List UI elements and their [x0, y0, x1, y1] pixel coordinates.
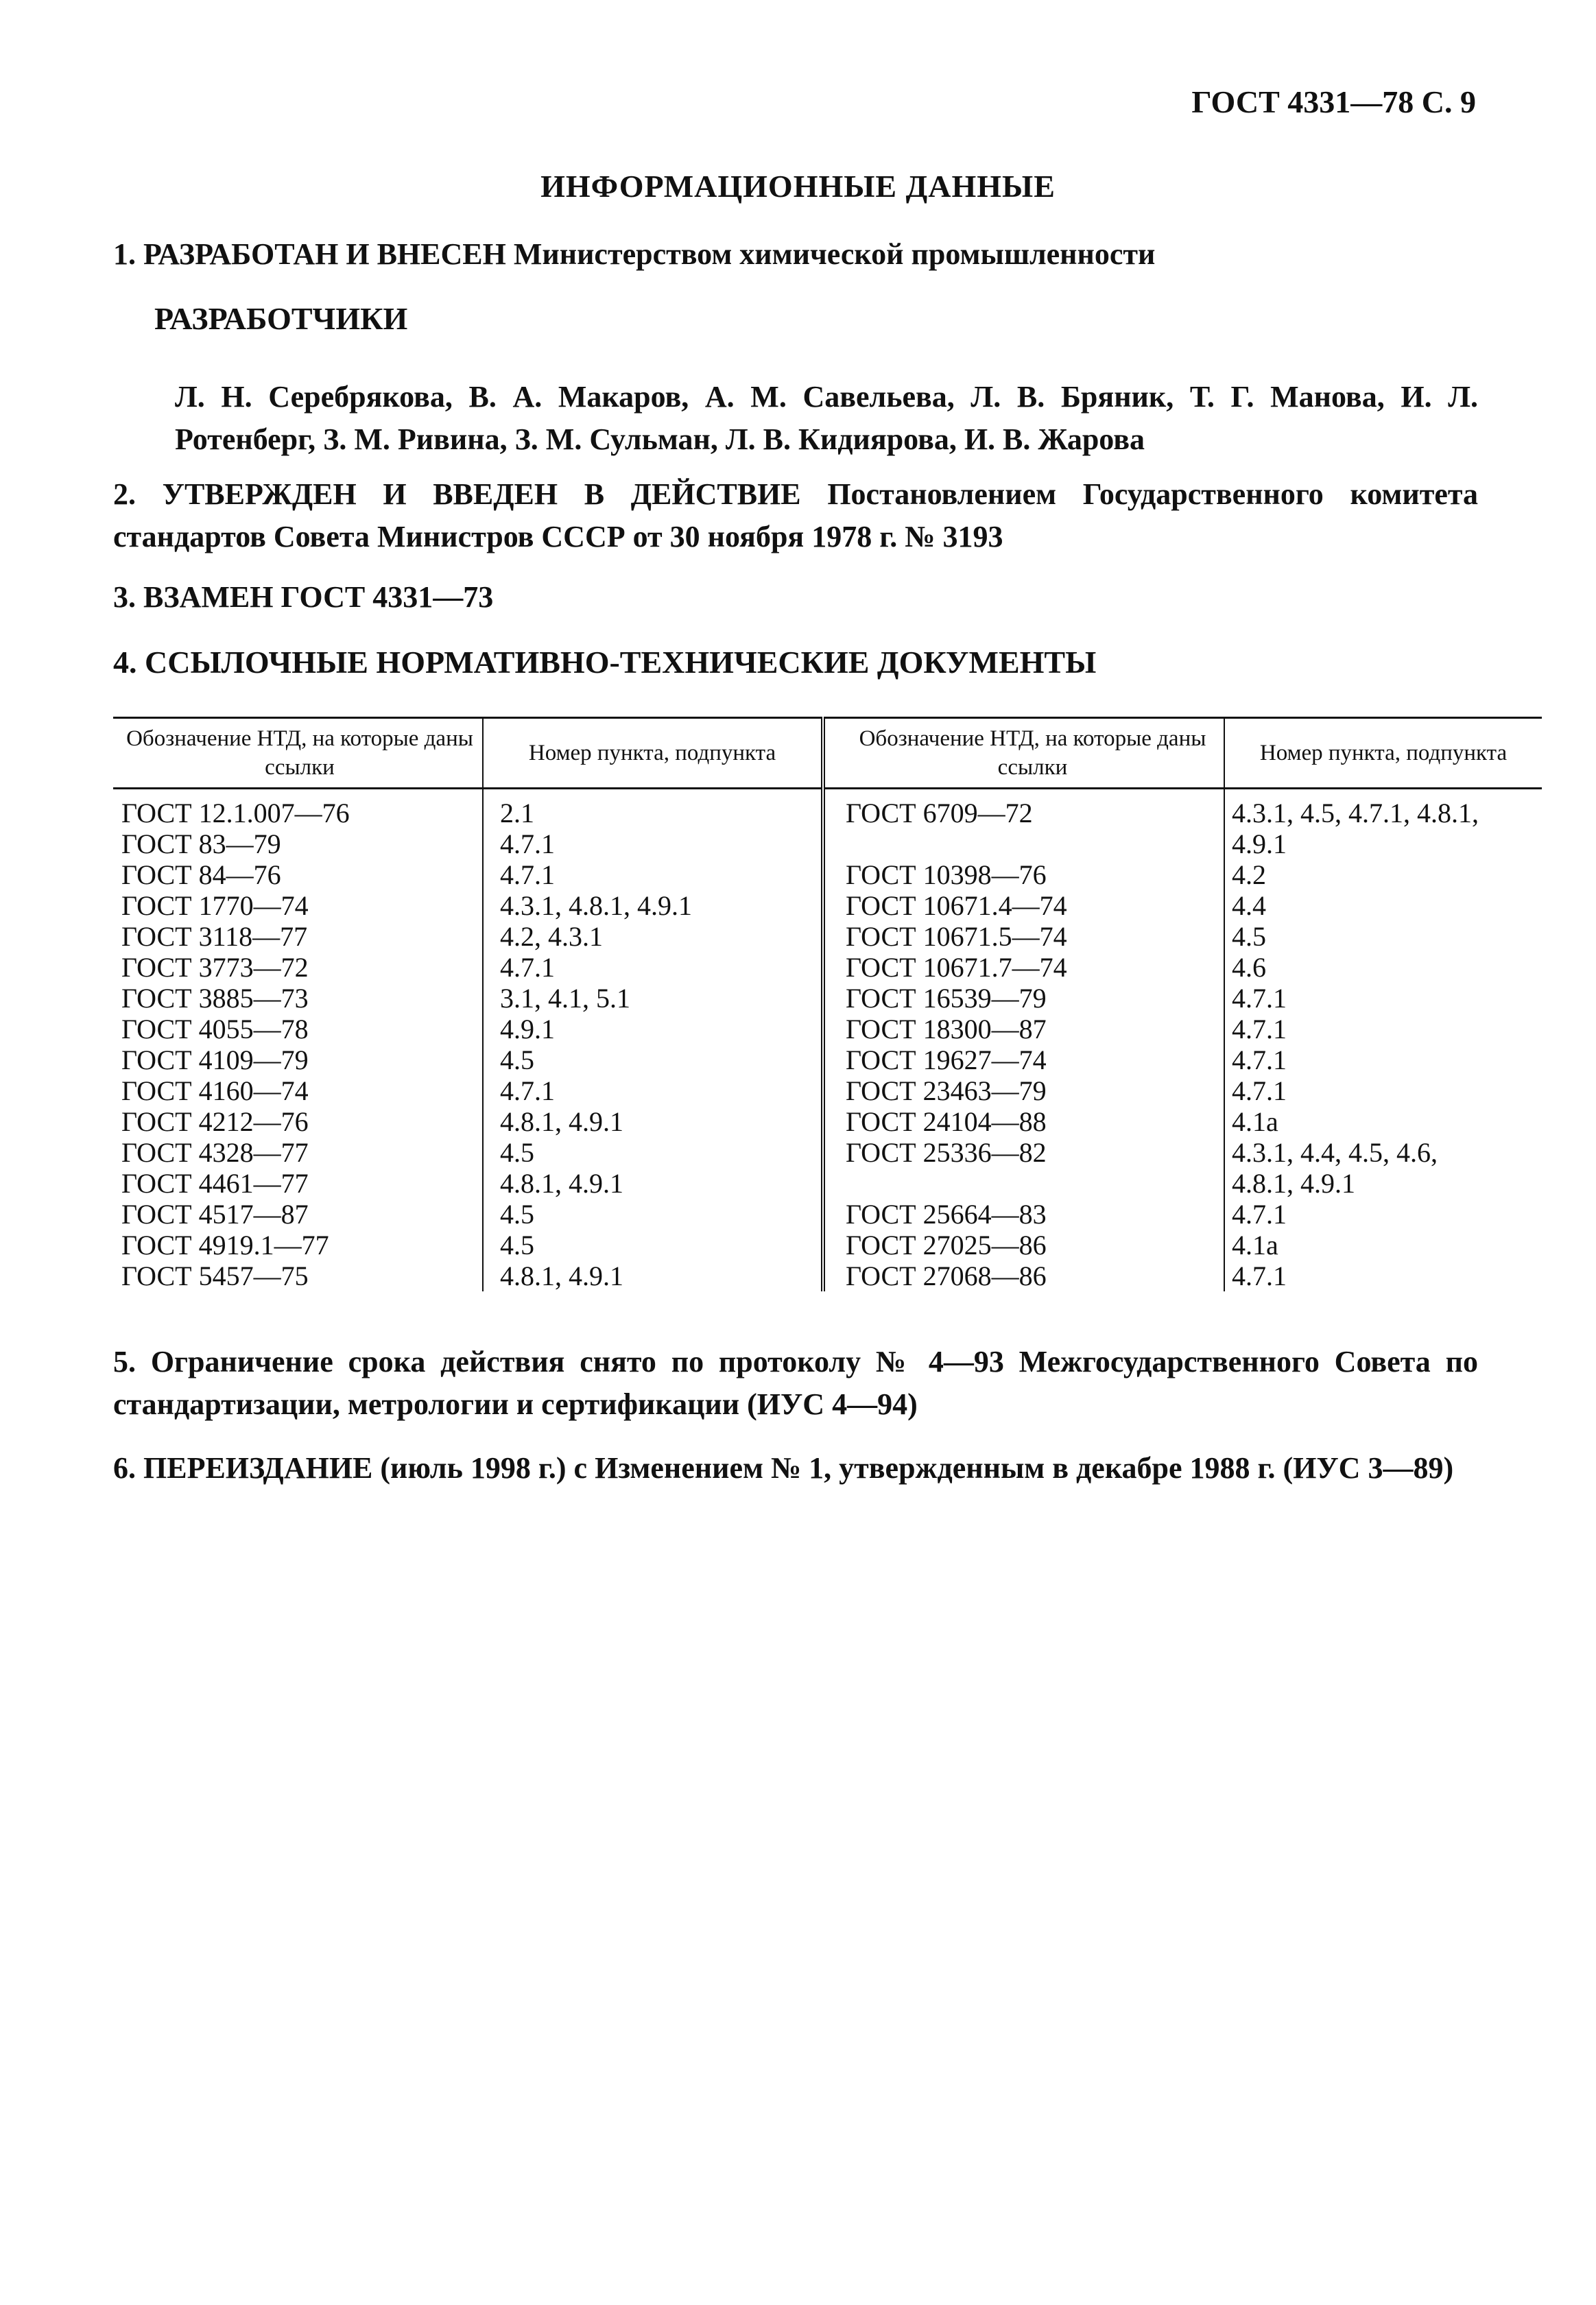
ntd-cell: ГОСТ 4328—77: [121, 1137, 309, 1168]
ntd-cell: ГОСТ 10671.5—74: [823, 921, 1224, 952]
clause-cell: 3.1, 4.1, 5.1: [483, 983, 823, 1014]
ntd-cell: ГОСТ 10671.4—74: [823, 890, 1224, 921]
ntd-cell: [823, 828, 1224, 859]
table-row: [113, 828, 1542, 859]
table-row: [113, 859, 1542, 890]
clause-cell: 4.7.1: [1224, 1044, 1542, 1075]
clause-cell: 4.8.1, 4.9.1: [1224, 1168, 1542, 1199]
clause-cell: 4.1а: [1224, 1230, 1542, 1261]
ntd-cell: ГОСТ 23463—79: [823, 1075, 1224, 1106]
clause-cell: 4.7.1: [1224, 1199, 1542, 1230]
item-1: [113, 233, 1478, 276]
table-row: [113, 1106, 1542, 1137]
clause-cell: 4.7.1: [1224, 1261, 1542, 1291]
column-header-clause-1: Номер пункта, подпункта: [483, 718, 823, 789]
table-row: [113, 1199, 1542, 1230]
clause-cell: 4.5: [483, 1199, 823, 1230]
clause-cell: 4.3.1, 4.8.1, 4.9.1: [483, 890, 823, 921]
table-row: [113, 952, 1542, 983]
table-row: [113, 1137, 1542, 1168]
item-6: 6. ПЕРЕИЗДАНИЕ (июль 1998 г.) с Изменением № 1, утвержденным в декабре 1988 г. (ИУС 3—89): [113, 1451, 1454, 1485]
ntd-cell: ГОСТ 84—76: [121, 859, 281, 890]
clause-cell: 4.9.1: [483, 1014, 823, 1044]
ntd-cell: ГОСТ 4055—78: [121, 1014, 309, 1044]
item-1-text: Министерством химической промышленности: [505, 237, 1156, 271]
clause-cell: 4.7.1: [1224, 1014, 1542, 1044]
clause-cell: 4.5: [483, 1137, 823, 1168]
ntd-cell: ГОСТ 16539—79: [823, 983, 1224, 1014]
clause-cell: 4.4: [1224, 890, 1542, 921]
clause-cell: 4.3.1, 4.5, 4.7.1, 4.8.1,: [1224, 789, 1542, 829]
clause-cell: 4.2: [1224, 859, 1542, 890]
table-row: [113, 890, 1542, 921]
item-5: 5. Ограничение срока действия снято по протоколу № 4—93 Межгосударственного Совета по стандартизации, метрологии и сертификации (ИУС 4—94): [113, 1345, 1478, 1421]
ntd-cell: ГОСТ 4461—77: [121, 1168, 309, 1199]
clause-cell: 4.1а: [1224, 1106, 1542, 1137]
clause-cell: 4.9.1: [1224, 828, 1542, 859]
ntd-cell: ГОСТ 83—79: [121, 828, 281, 859]
item-4: 4. ССЫЛОЧНЫЕ НОРМАТИВНО-ТЕХНИЧЕСКИЕ ДОКУМЕНТЫ: [113, 645, 1097, 680]
item-2: [113, 473, 1478, 558]
ntd-cell: ГОСТ 27025—86: [823, 1230, 1224, 1261]
table-row: [113, 1044, 1542, 1075]
clause-cell: 4.7.1: [1224, 983, 1542, 1014]
clause-cell: 4.8.1, 4.9.1: [483, 1106, 823, 1137]
table-row: [113, 789, 1542, 829]
clause-cell: 4.2, 4.3.1: [483, 921, 823, 952]
ntd-cell: ГОСТ 4517—87: [121, 1199, 309, 1230]
developers-names: Л. Н. Серебрякова, В. А. Макаров, А. М. Савельева, Л. В. Бряник, Т. Г. Манова, И. Л. Ротенберг, З. М. Ривина, З. М. Сульман, Л. В. Кидиярова, И. В. Жарова: [175, 380, 1478, 456]
clause-cell: 4.5: [483, 1044, 823, 1075]
table-row: [113, 1230, 1542, 1261]
ntd-cell: ГОСТ 4919.1—77: [121, 1230, 329, 1261]
ntd-cell: ГОСТ 25336—82: [823, 1137, 1224, 1168]
ntd-cell: ГОСТ 24104—88: [823, 1106, 1224, 1137]
clause-cell: 4.7.1: [1224, 1075, 1542, 1106]
column-header-ntd-1: Обозначение НТД, на которые даны ссылки: [113, 718, 483, 789]
clause-cell: 4.3.1, 4.4, 4.5, 4.6,: [1224, 1137, 1542, 1168]
item-1-lead: 1. РАЗРАБОТАН И ВНЕСЕН: [113, 237, 506, 271]
column-header-ntd-2: Обозначение НТД, на которые даны ссылки: [823, 718, 1224, 789]
ntd-cell: ГОСТ 18300—87: [823, 1014, 1224, 1044]
clause-cell: 4.6: [1224, 952, 1542, 983]
item-2-text: Постановлением Государственного комитета стандартов Совета Министров СССР от 30 ноября 1978 г. № 3193: [113, 477, 1478, 553]
ntd-cell: ГОСТ 12.1.007—76: [121, 798, 350, 828]
clause-cell: 2.1: [483, 789, 823, 829]
ntd-cell: ГОСТ 5457—75: [121, 1261, 309, 1291]
ntd-cell: ГОСТ 25664—83: [823, 1199, 1224, 1230]
clause-cell: 4.5: [483, 1230, 823, 1261]
clause-cell: 4.7.1: [483, 952, 823, 983]
ntd-cell: [823, 1168, 1224, 1199]
ntd-cell: ГОСТ 3773—72: [121, 952, 309, 983]
clause-cell: 4.7.1: [483, 828, 823, 859]
ntd-cell: ГОСТ 6709—72: [823, 789, 1224, 829]
ntd-cell: ГОСТ 1770—74: [121, 890, 309, 921]
clause-cell: 4.7.1: [483, 1075, 823, 1106]
references-table: [113, 717, 1542, 1291]
table-row: [113, 1014, 1542, 1044]
clause-cell: 4.5: [1224, 921, 1542, 952]
clause-cell: 4.8.1, 4.9.1: [483, 1261, 823, 1291]
ntd-cell: ГОСТ 4160—74: [121, 1075, 309, 1106]
ntd-cell: ГОСТ 3118—77: [121, 921, 308, 952]
ntd-cell: ГОСТ 4212—76: [121, 1106, 309, 1137]
table-body: [113, 789, 1542, 1292]
ntd-cell: ГОСТ 19627—74: [823, 1044, 1224, 1075]
item-3: 3. ВЗАМЕН ГОСТ 4331—73: [113, 580, 494, 614]
table-row: [113, 983, 1542, 1014]
developers-heading: РАЗРАБОТЧИКИ: [154, 301, 408, 336]
ntd-cell: ГОСТ 4109—79: [121, 1044, 309, 1075]
page-header: ГОСТ 4331—78 С. 9: [1191, 84, 1476, 119]
page-title: ИНФОРМАЦИОННЫЕ ДАННЫЕ: [540, 169, 1056, 204]
item-2-lead: 2. УТВЕРЖДЕН И ВВЕДЕН В ДЕЙСТВИЕ: [113, 477, 801, 511]
ntd-cell: ГОСТ 27068—86: [823, 1261, 1224, 1291]
table-row: [113, 1261, 1542, 1291]
clause-cell: 4.7.1: [483, 859, 823, 890]
table-row: [113, 1168, 1542, 1199]
ntd-cell: ГОСТ 3885—73: [121, 983, 309, 1014]
clause-cell: 4.8.1, 4.9.1: [483, 1168, 823, 1199]
ntd-cell: ГОСТ 10671.7—74: [823, 952, 1224, 983]
table-header-row: [113, 718, 1542, 789]
ntd-cell: ГОСТ 10398—76: [823, 859, 1224, 890]
table-row: [113, 1075, 1542, 1106]
column-header-clause-2: Номер пункта, подпункта: [1224, 718, 1542, 789]
table-row: [113, 921, 1542, 952]
